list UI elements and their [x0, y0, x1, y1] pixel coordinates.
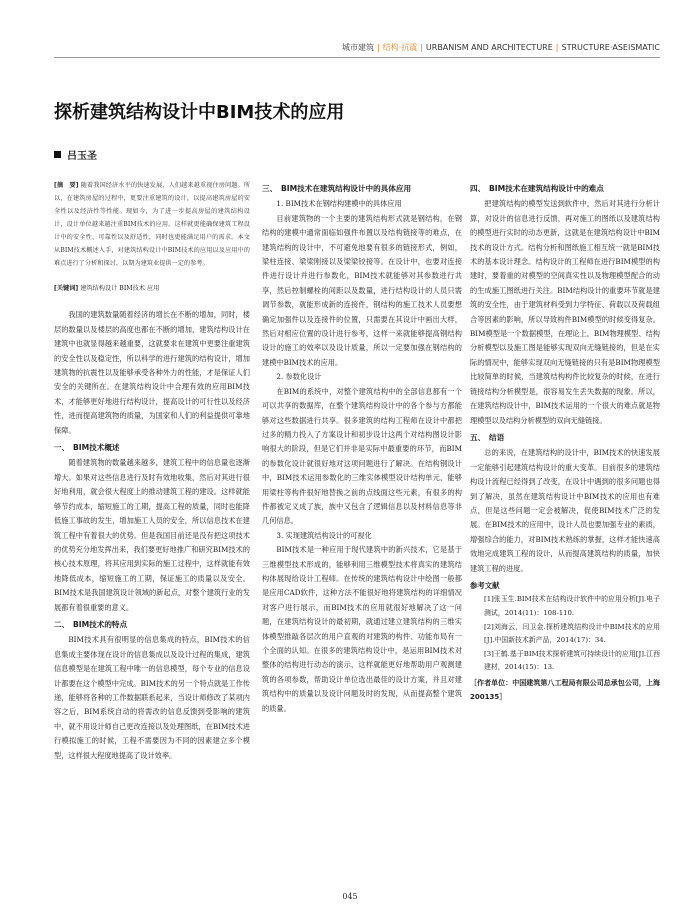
- column-3: [470, 179, 660, 705]
- section-2-text: BIM技术具有很明显的信息集成的特点，BIM技术的信息集成主要体现在设计的信息集成以及设计过程的集成，建筑信息模型是在建筑工程中唯一的信息模型，每个专业的信息设计都要在这个模型中完成。BIM技术的另一个特点就是工作传递，能够将各种的工作数据联系起来，当设计师修改了某项内容之后，BIM系统自动的将需改的信息反馈到受影响的建筑中，就不用设计师自己更改连接以及处理图纸，在BIM技术进行模拟施工的时候，工程不需要因为不同的因素建立多个模型，这样很大程度地提高了设计效率。: [54, 635, 250, 760]
- journal-header: 城市建筑 | 结构·抗震 | URBANISM AND ARCHITECTURE | STRUCTURE·ASEISMATIC: [341, 43, 660, 52]
- column-2: [262, 179, 462, 716]
- references-heading: 参考文献: [470, 580, 500, 590]
- section-4-text: 把建筑结构的模型发送到软件中，然后对其进行分析计算，对设计的信息进行反馈，再对施工的图纸以及建筑结构的模型进行实时的动态更新，这就是在建筑结构设计中BIM技术的设计方式。结构分析和图纸施工相互统一就是BIM技术的基本设计理念。结构设计的工程师在进行BIM模型的构建时，要着重的对模型的空间真实性以及物理模型配合的动的生成施工图纸进行关注。BIM结构设计的重要环节就是建筑的安全性，由于建筑材料受到力学特征、荷载以及荷载组合等因素的影响，所以导致构件BIM模型的时候变得复杂。BIM模型是一个数据模型，在理论上，BIM物理模型、结构分析模型以及施工图是能够实现双向无缝链接的，但是在实际的情况中，能够实现双向无缝链接的只有是BIM物理模型比较简单的时候，当建筑结构构件比较复杂的时候，在进行链接结构分析模型是，很容易发生丢失数据的现象。所以，在建筑结构设计中，BIM技术运用的一个很大的难点就是物理模型以及结构分析模型的双向无缝链接。: [470, 199, 660, 425]
- section-3-3-heading: 3. 实现建筑结构设计的可视化: [276, 530, 372, 540]
- section-3-1-text: 目前建筑物的一个主要的建筑结构形式就是钢结构，在钢结构的建模中通常面临如强件布置以及结构链接等的难点，在建筑结构的设计中，不可避免地要有很多的链接形式，例如，梁柱连接、梁梁刚接以及梁梁铰接等。在设计中，也要对连接件进行设计并进行参数化，BIM技术就能够对其参数进行共享，然后控制螺栓的间距以及数量，进行结构设计的人员只需调节参数，就能形成新的连接件，钢结构的施工技术人员要想确定加强件以及连接件的位置，只需要在其设计中画出大样，然后对相应位置的设计进行参考，这样一来就能够提高钢结构设计的施工的效率以及设计质量，所以一定要加强在钢结构的建模中BIM技术的应用。: [262, 213, 462, 367]
- section-5-text: 总的来说，在建筑结构的设计中，BIM技术的快速发展一定能够引起建筑结构设计的重大变革。目前很多的建筑结构设计流程已经得到了改变，在设计中遇到的很多问题也得到了解决，虽然在建筑结构设计中BIM技术的应用也有难点，但是这些问题一定会被解决，促使BIM技术广泛的发展。在BIM技术的应用中，设计人员也要加强专业的素质，增强综合的能力，对BIM技术熟练的掌握，这样才能快速高效地完成建筑工程的设计，从而提高建筑结构的质量，加快建筑工程的进度。: [470, 448, 660, 573]
- abstract-label: [摘 要]: [54, 182, 79, 189]
- keywords: [54, 282, 250, 296]
- author-affiliation: ［作者单位：中国建筑第八工程局有限公司总承包公司，上海 200135］: [470, 678, 660, 702]
- section-1-text: 随着建筑物的数量越来越多，建筑工程中的信息量也逐渐增大。如果对这些信息进行及时有效地收集，然后对其进行很好地利用，就会很大程度上的推动建筑工程的建设。这样就能够节约成本，缩短施工的工期，提高工程的质量，同时也能降低施工事故的发生，增加施工人员的安全，所以信息技术在建筑工程中有着很大的优势。但是我国目前还是没有把这项技术的优势充分地发挥出来，我们要更好地推广和研究BIM技术的核心技术原理，将其应用到实际的施工过程中，这样就能有效地降低成本，缩短施工的工期，保证施工的质量以及安全。BIM技术是我国建筑设计领域的新起点，对整个建筑行业的发展都有着很重要的意义。: [54, 458, 250, 612]
- reference-item: [1]张玉生.BIM技术在结构设计软件中的应用分析[J].电子测试，2014(11)：108-110.: [484, 595, 660, 617]
- section-2-heading: 二、 BIM技术的特点: [54, 619, 128, 629]
- header-english-name: URBANISM AND ARCHITECTURE: [425, 43, 553, 52]
- author-line: [54, 147, 97, 162]
- section-3-2-heading: 2. 参数化设计: [276, 372, 322, 382]
- section-3-3-text: BIM技术是一种应用于现代建筑中的新兴技术，它是基于三维模型技术形成的，能够利用三维模型技术将真实的建筑结构体展现给设计工程师。在传统的建筑结构设计中绘图一般都是应用CAD软件，这种方法不能很好地将建筑结构的详细情况对客户进行展示，而BIM技术的应用就很好地解决了这一问题，在建筑结构设计的最初期，就通过建立建筑结构的三维实体模型推敲各层次的用户直观的对建筑的构件、功能布局有一个全面的认知。在很多的建筑结构设计中，是运用BIM技术对整体的结构进行动态的演示，这样就能更好地帮助用户观测建筑的各项参数，帮助设计单位选出最佳的设计方案，并且对建筑结构中的质量以及设计问题及时的发现，从而提高整个建筑的质量。: [262, 545, 462, 713]
- reference-item: [3]王鹤.基于BIM技术探析建筑可持续设计的应用[J].江西建材，2014(15)：13.: [484, 649, 660, 672]
- keywords-text: 建筑结构设计 BIM技术 应用: [80, 285, 160, 292]
- intro-paragraph: 我国的建筑数量随着经济的增长在不断的增加，同时，楼层的数量以及楼层的高度也都在不断的增加，建筑结构设计在建筑中也就显得越来越重要，这就要求在建筑中更要注重建筑的安全性以及稳定性，所以科学的进行建筑的结构设计，增加建筑物的抗震性以及能够承受各种外力的性能，才是保证人们安全的关键所在。在建筑结构设计中合理有效的应用BIM技术，才能够更好地进行结构设计，提高设计的可行性以及经济性，进而提高建筑物的质量，为国家和人们的利益提供可靠地保障。: [54, 310, 250, 435]
- header-english-section: STRUCTURE·ASEISMATIC: [561, 43, 660, 52]
- section-4-heading: 四、 BIM技术在建筑结构设计中的难点: [470, 184, 604, 193]
- header-journal-name: 城市建筑: [341, 43, 374, 52]
- section-3-2-text: 在BIM的系统中，对整个建筑结构中的全部信息都有一个可以共享的数据库，在整个建筑结构设计中的各个参与方都能够对这些数据进行共享。很多建筑的结构工程师在设计中都把过多的精力投入了方案设计和初步设计这两个对结构图设计影响很大的阶段，但是它们并非是实际中最重要的环节，而BIM的参数化设计就很好地对这项问题进行了解决。在结构钢设计中，BIM技术运用参数化的三维实体模型设计结构单元，能够用梁柱等构件很好地替换之前的点线面这些元素，有很多的构件都被定义成了族，族中又包含了逻辑信息以及材料信息等非几何信息。: [262, 386, 462, 526]
- section-3-1-heading: 1. BIM技术在钢结构建模中的具体应用: [276, 199, 402, 209]
- header-section: 结构·抗震: [382, 43, 418, 52]
- reference-item: [2]刘海云，闫卫金.探析建筑结构设计中BIM技术的应用[J].中国新技术新产品，2014(17)：34.: [484, 622, 660, 645]
- section-1-heading: 一、 BIM技术概述: [54, 443, 120, 453]
- column-1: [54, 179, 250, 763]
- article-title: 探析建筑结构设计中BIM技术的应用: [54, 102, 345, 123]
- section-3-heading: 三、 BIM技术在建筑结构设计中的具体应用: [262, 184, 412, 193]
- abstract-text: 随着我国经济水平的快速发展，人们越来越重视住房问题。所以，在建筑房屋的过程中，更要注重建筑的设计，以提高建筑房屋的安全性以及经济性等性能。现如今，为了进一步提高房屋的建筑结构设计，设计单位越来越注重BIM技术的应用。这样就更能确保建筑工程设计中的安全性、可靠性以及舒适性，同时也更能满足用户的需求。本文从BIM技术概述入手，对建筑结构设计中BIM技术的应用以及应用中的难点进行了分析和探讨，以期为建筑业提供一定的参考。: [54, 182, 251, 267]
- author-name: 吕玉圣: [67, 151, 97, 162]
- section-5-heading: 五、 结语: [470, 432, 505, 442]
- abstract: [54, 179, 250, 270]
- keywords-label: [关键词]: [54, 285, 79, 292]
- page-number: 045: [342, 892, 358, 901]
- square-bullet-icon: [54, 151, 61, 158]
- header-rule: [54, 57, 660, 58]
